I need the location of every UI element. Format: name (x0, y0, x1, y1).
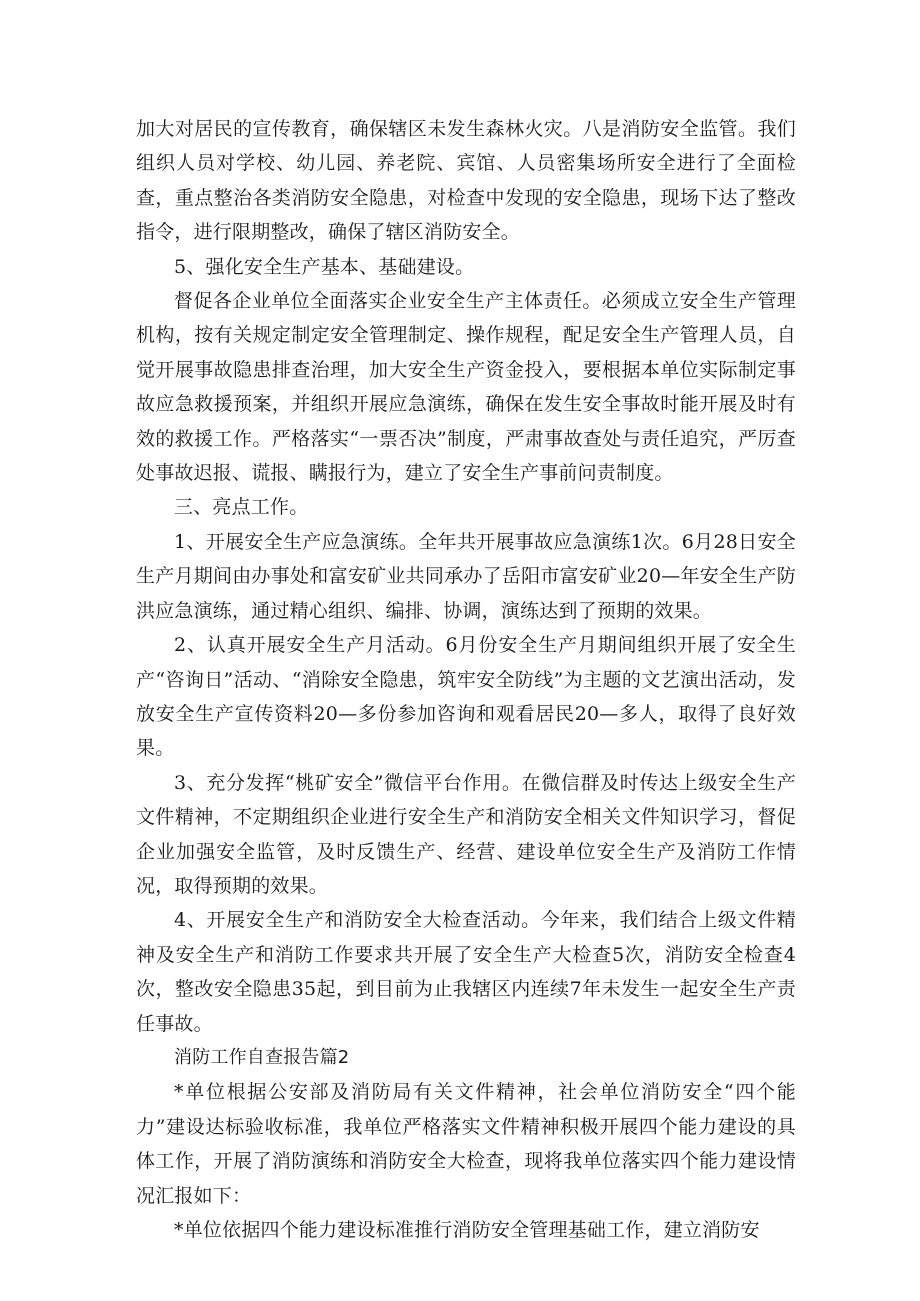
paragraph: 3、充分发挥“桃矿安全”微信平台作用。在微信群及时传达上级安全生产文件精神，不定期组织企业进行安全生产和消防安全相关文件知识学习，督促企业加强安全监管，及时反馈生产、经营、建设单位安全生产及消防工作情况，取得预期的效果。 (136, 771, 796, 897)
document-body (136, 112, 796, 1247)
report-subtitle: 消防工作自查报告篇2 (174, 1046, 350, 1068)
paragraph: 1、开展安全生产应急演练。全年共开展事故应急演练1次。6月28日安全生产月期间由办事处和富安矿业共同承办了岳阳市富安矿业20—年安全生产防洪应急演练，通过精心组织、编排、协调，演练达到了预期的效果。 (136, 530, 796, 622)
paragraph: *单位依据四个能力建设标准推行消防安全管理基础工作，建立消防安 (174, 1219, 760, 1241)
paragraph: 2、认真开展安全生产月活动。6月份安全生产月期间组织开展了安全生产“咨询日”活动、“消除安全隐患，筑牢安全防线”为主题的文艺演出活动，发放安全生产宣传资料20—多份参加咨询和观看居民20—多人，取得了良好效果。 (136, 634, 796, 760)
paragraph: 4、开展安全生产和消防安全大检查活动。今年来，我们结合上级文件精神及安全生产和消防工作要求共开展了安全生产大检查5次，消防安全检查4次，整改安全隐患35起，到目前为止我辖区内连续7年未发生一起安全生产责任事故。 (136, 909, 796, 1035)
section-heading: 三、亮点工作。 (174, 496, 309, 519)
paragraph-continuation: 加大对居民的宣传教育，确保辖区未发生森林火灾。八是消防安全监管。我们组织人员对学校、幼儿园、养老院、宾馆、人员密集场所安全进行了全面检查，重点整治各类消防安全隐患，对检查中发现的安全隐患，现场下达了整改指令，进行限期整改，确保了辖区消防安全。 (136, 118, 796, 244)
paragraph: *单位根据公安部及消防局有关文件精神，社会单位消防安全“四个能力”建设达标验收标准，我单位严格落实文件精神积极开展四个能力建设的具体工作，开展了消防演练和消防安全大检查，现将我单位落实四个能力建设情况汇报如下： (136, 1081, 796, 1207)
section-heading: 5、强化安全生产基本、基础建设。 (174, 255, 475, 278)
paragraph: 督促各企业单位全面落实企业安全生产主体责任。必须成立安全生产管理机构，按有关规定制定安全管理制定、操作规程，配足安全生产管理人员，自觉开展事故隐患排查治理，加大安全生产资金投入，要根据本单位实际制定事故应急救援预案，并组织开展应急演练，确保在发生安全事故时能开展及时有效的救援工作。严格落实“一票否决”制度，严肃事故查处与责任追究，严厉查处事故迟报、谎报、瞒报行为，建立了安全生产事前问责制度。 (136, 290, 796, 485)
